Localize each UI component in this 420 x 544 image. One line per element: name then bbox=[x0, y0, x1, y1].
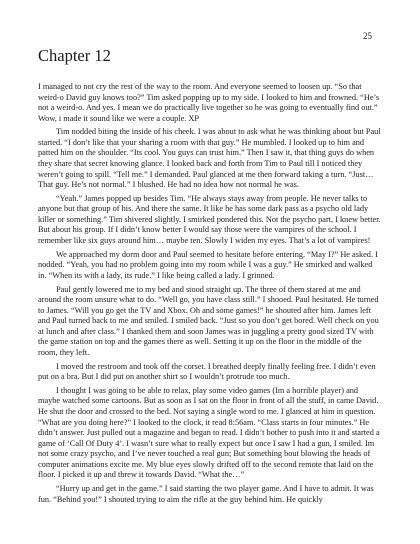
paragraph: “Yeah.” James popped up besides Tim. “He always stays away from people. He never talks to anyone but that group of his. And there the same. It like he has some dark pass as a psycho old lady killer or something.” Tim shivered slightly. I smirked pondered this. Not the psycho part, I knew better. But about his group. If I didn’t know better I would say those were the vampires of the school. I remember like six guys around him… maybe ten. Slowly I widen my eyes. That’s a lot of vampires! bbox=[38, 193, 381, 246]
page-number: 25 bbox=[363, 31, 372, 41]
paragraph: I moved the restroom and took off the corset. I breathed deeply finally feeling free. I didn’t even put on a bra. But I did put on another shirt so I wouldn’t protrude too much. bbox=[38, 361, 376, 382]
chapter-body bbox=[38, 82, 382, 508]
paragraph: Tim nodded biting the inside of his cheek. I was about to ask what he was thinking about but Paul started. “I don’t like that your sharing a room with that guy.” He mumbled. I looked up to him and patted him on the shoulder. “Its cool. You guys can trust him.” Then I saw it, that thing guys do when they share that secret knowing glance. I looked back and forth from Tim to Paul till I noticed they weren’t going to spill. “Tell me.” I demanded. Paul glanced at me then forward taking a turn. “Just… That guy. He’s not normal.” I blushed. He had no idea how not normal he was. bbox=[38, 127, 381, 190]
paragraph: I managed to not cry the rest of the way to the room. And everyone seemed to loosen up. “So that weird-o David guy knows too?” Tim asked popping up to my side. I looked to him and frowned. “He’s not a weird-o. And yes. I mean we do practically live together so he was going to eventually find out.” Wow, i made it sound like we were a couple. XP bbox=[38, 82, 380, 123]
paragraph: “Hurry up and get in the game.” I said starting the two player game. And I have to admit. It was fun. “Behind you!” I shouted trying to aim the rifle at the guy behind him. He quickly bbox=[38, 484, 374, 504]
chapter-title: Chapter 12 bbox=[38, 46, 111, 65]
paragraph: Paul gently lowered me to my bed and stood straight up. The three of them stared at me and around the room unsure what to do. “Well go, you have class still.” I shooed. Paul hesitated. He turned to James. “Will you go get the TV and Xbox. Oh and some games!” he shouted after him. James left and Paul turned back to me and smiled. I smiled back. “Just so you don’t get bored. Well check on you at lunch and after class.” I thanked them and soon James was in juggling a pretty good sized TV with the game station on top and the games there as well. Setting it up on the floor in the middle of the room, they left. bbox=[38, 284, 379, 357]
paragraph: I thought I was going to be able to relax, play some video games (Im a horrible player) and maybe watched some cartoons. But as soon as I sat on the floor in front of all the stuff, in came David. He shut the door and crossed to the bed. Not saying a single word to me. I glanced at him in question. “What are you doing here?” I looked to the clock, it read 8:56am. “Class starts in four minutes.” He didn’t answer. Just pulled out a magazine and began to read. I didn’t bother to push into it and started a game of ‘Call Of Duty 4’. I wasn’t sure what to really expect but once I saw I had a gun, I smiled. Im not some crazy psycho, and I’ve never touched a real gun; But something bout blowing the heads of computer animations excite me. My blue eyes slowly drifted off to the second remote that laid on the floor. I picked it up and threw it towards David. “What the…” bbox=[38, 385, 380, 480]
paragraph: We approached my dorm door and Paul seemed to hesitate before entering. “May I?” He asked. I nodded. “Yeah, you had no problem going into my room while I was a guy.” He smirked and walked in. “When its with a lady, its rude.” I like being called a lady. I grinned. bbox=[38, 249, 378, 280]
